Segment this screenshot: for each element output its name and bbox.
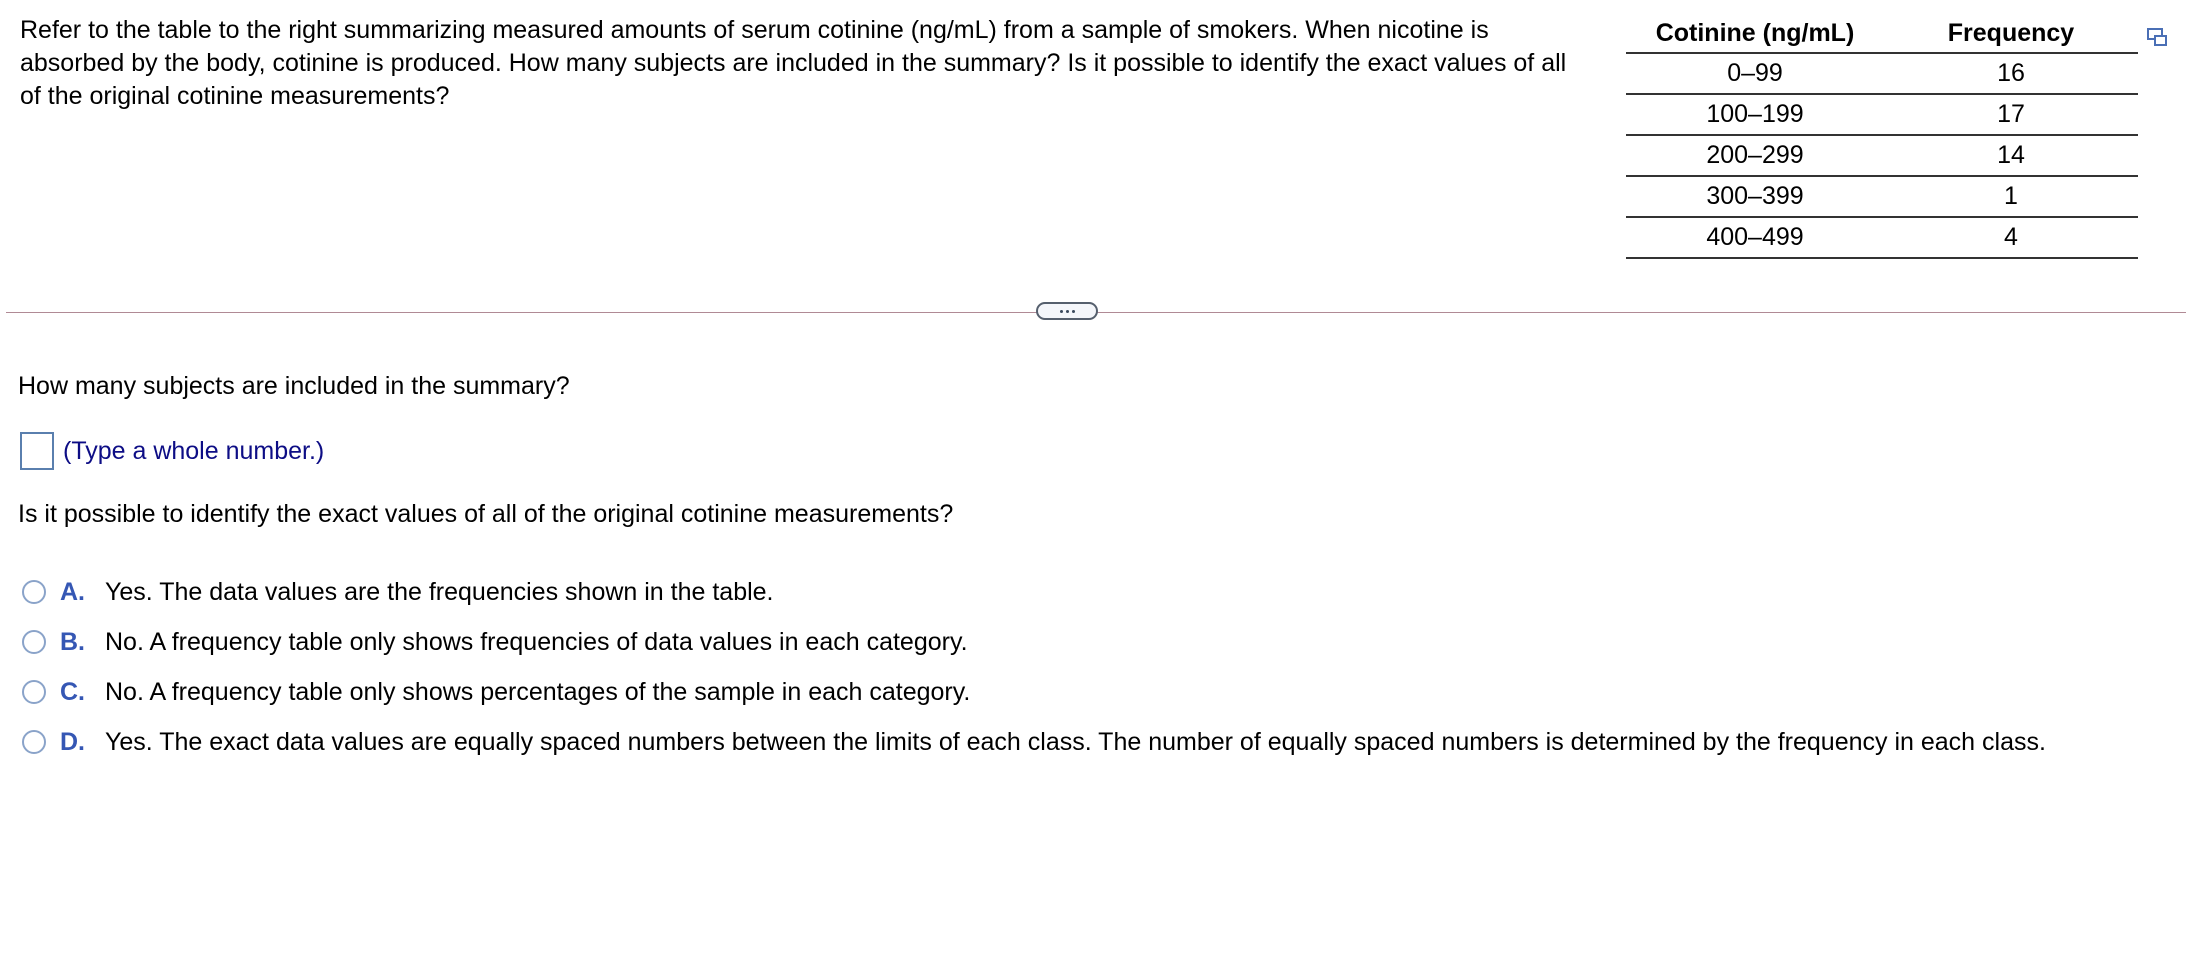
question-text: Refer to the table to the right summarizing measured amounts of serum cotinine (ng/mL) from a sample of smokers. When nicotine is absorbed by the body, cotinine is produced. How many subjects are included in the summary? Is it possible to identify the exact values of all of the original cotinine measurements? [20, 16, 1567, 110]
choice-text: Yes. The data values are the frequencies shown in the table. [105, 577, 774, 606]
frequency-cell: 16 [1884, 53, 2138, 94]
popout-icon[interactable] [2146, 26, 2168, 48]
choice-a[interactable] [22, 575, 774, 609]
choice-text: No. A frequency table only shows frequencies of data values in each category. [105, 627, 968, 656]
table-row [1626, 53, 2138, 94]
part1-prompt: How many subjects are included in the summary? [18, 372, 570, 400]
choice-letter: D. [60, 727, 85, 756]
cotinine-frequency-table [1626, 14, 2138, 259]
frequency-cell: 17 [1884, 94, 2138, 135]
frequency-cell: 4 [1884, 217, 2138, 258]
cotinine-cell: 100–199 [1626, 94, 1884, 135]
radio-a[interactable] [22, 580, 46, 604]
cotinine-cell: 0–99 [1626, 53, 1884, 94]
table-row [1626, 135, 2138, 176]
subjects-count-input[interactable] [20, 432, 54, 470]
choice-text: No. A frequency table only shows percentages of the sample in each category. [105, 677, 971, 706]
table-row [1626, 217, 2138, 258]
radio-c[interactable] [22, 680, 46, 704]
choice-letter: A. [60, 577, 85, 606]
table-row [1626, 94, 2138, 135]
frequency-cell: 1 [1884, 176, 2138, 217]
choice-c[interactable] [22, 675, 970, 709]
part2-prompt: Is it possible to identify the exact values of all of the original cotinine measurements? [18, 500, 954, 528]
choice-b[interactable] [22, 625, 968, 659]
table-header-row [1626, 14, 2138, 53]
cotinine-cell: 200–299 [1626, 135, 1884, 176]
ellipsis-icon [1072, 310, 1075, 313]
choice-text: Yes. The exact data values are equally spaced numbers between the limits of each class. The number of equally spaced numbers is determined by the frequency in each class. [105, 727, 2046, 756]
radio-b[interactable] [22, 630, 46, 654]
cotinine-cell: 400–499 [1626, 217, 1884, 258]
choice-d[interactable] [22, 725, 2046, 759]
answer-row [20, 432, 324, 470]
cotinine-cell: 300–399 [1626, 176, 1884, 217]
choice-letter: B. [60, 627, 85, 656]
ellipsis-icon [1066, 310, 1069, 313]
frequency-cell: 14 [1884, 135, 2138, 176]
header-cotinine: Cotinine (ng/mL) [1626, 14, 1884, 53]
answer-hint: (Type a whole number.) [63, 436, 325, 465]
choice-letter: C. [60, 677, 85, 706]
header-frequency: Frequency [1884, 14, 2138, 53]
expand-more-button[interactable] [1036, 302, 1098, 320]
ellipsis-icon [1060, 310, 1063, 313]
table-row [1626, 176, 2138, 217]
radio-d[interactable] [22, 730, 46, 754]
